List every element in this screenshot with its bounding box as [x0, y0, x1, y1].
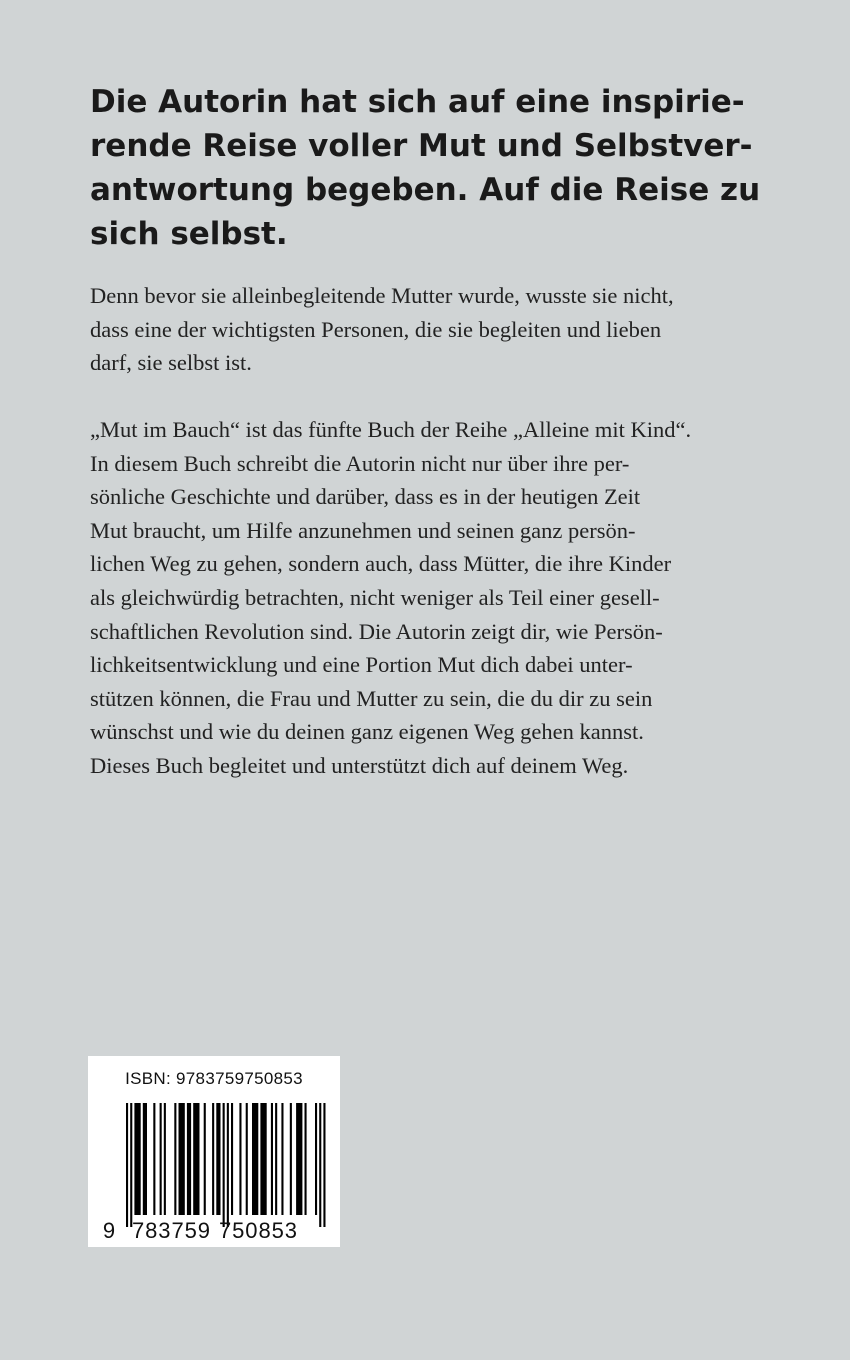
paragraph-line: schaftlichen Revolution sind. Die Autorin zeigt dir, wie Persön- [90, 618, 663, 644]
barcode-bar [174, 1103, 176, 1215]
barcode-bar [239, 1103, 241, 1215]
paragraph-line: lichkeitsentwicklung und eine Portion Mut dich dabei unter- [90, 652, 633, 678]
paragraph-line: sönliche Geschichte und darüber, dass es in der heutigen Zeit [90, 484, 641, 510]
barcode-bar [231, 1103, 233, 1215]
barcode-bar [246, 1103, 248, 1215]
paragraph-line: als gleichwürdig betrachten, nicht weniger als Teil einer gesell- [90, 584, 660, 610]
headline-line: antwortung begeben. Auf die Reise zu [90, 172, 761, 208]
intro-paragraph [90, 279, 770, 380]
barcode-guard-bar [223, 1103, 225, 1227]
barcode-left-digits: 783759 [132, 1218, 210, 1243]
barcode-bar [160, 1103, 162, 1215]
paragraph-line: darf, sie selbst ist. [90, 350, 252, 376]
paragraph-line: Denn bevor sie alleinbegleitende Mutter wurde, wusste sie nicht, [90, 283, 674, 308]
barcode-bar [143, 1103, 147, 1215]
paragraph-line: lichen Weg zu gehen, sondern auch, dass Mütter, die ihre Kinder [90, 551, 672, 577]
barcode-guard-bar [319, 1103, 321, 1227]
barcode-bar [275, 1103, 277, 1215]
paragraph-line: dass eine der wichtigsten Personen, die sie begleiten und lieben [90, 316, 662, 342]
paragraph-line: stützen können, die Frau und Mutter zu sein, die du dir zu sein [90, 685, 653, 711]
barcode-bar [260, 1103, 266, 1215]
paragraph-line: „Mut im Bauch“ ist das fünfte Buch der Reihe „Alleine mit Kind“. [90, 417, 692, 442]
isbn-barcode-box [88, 1056, 340, 1247]
barcode-bar [296, 1103, 302, 1215]
barcode-guard-bar [130, 1103, 132, 1227]
barcode-bar [315, 1103, 317, 1215]
barcode-bar [153, 1103, 155, 1215]
barcode-bar [290, 1103, 292, 1215]
barcode-guard-bar [323, 1103, 325, 1227]
barcode-bar [281, 1103, 283, 1215]
headline [90, 80, 770, 256]
barcode-bar [212, 1103, 214, 1215]
barcode-bars [126, 1103, 326, 1227]
barcode-bar [271, 1103, 273, 1215]
barcode-bar [204, 1103, 206, 1215]
barcode-bar [134, 1103, 140, 1215]
paragraph-line: Mut braucht, um Hilfe anzunehmen und seinen ganz persön- [90, 517, 636, 543]
barcode-bar [305, 1103, 307, 1215]
barcode-bar [216, 1103, 220, 1215]
barcode-first-digit: 9 [102, 1218, 116, 1243]
barcode-guard-bar [227, 1103, 229, 1227]
paragraph-line: In diesem Buch schreibt die Autorin nicht nur über ihre per- [90, 450, 630, 476]
barcode-guard-bar [126, 1103, 128, 1227]
barcode-bar [193, 1103, 199, 1215]
headline-line: rende Reise voller Mut und Selbstver- [90, 128, 753, 164]
barcode-bar [187, 1103, 191, 1215]
paragraph-line: wünschst und wie du deinen ganz eigenen Weg gehen kannst. [90, 719, 644, 745]
description-paragraph [90, 413, 770, 783]
barcode-bar [164, 1103, 166, 1215]
isbn-label: ISBN: 9783759750853 [125, 1069, 303, 1088]
headline-line: sich selbst. [90, 216, 288, 252]
paragraph-line: Dieses Buch begleitet und unterstützt dich auf deinem Weg. [90, 752, 629, 778]
barcode-bar [179, 1103, 185, 1215]
barcode-bar [252, 1103, 258, 1215]
barcode [88, 1056, 340, 1247]
headline-line: Die Autorin hat sich auf eine inspirie- [90, 84, 745, 120]
barcode-right-digits: 750853 [219, 1218, 297, 1243]
